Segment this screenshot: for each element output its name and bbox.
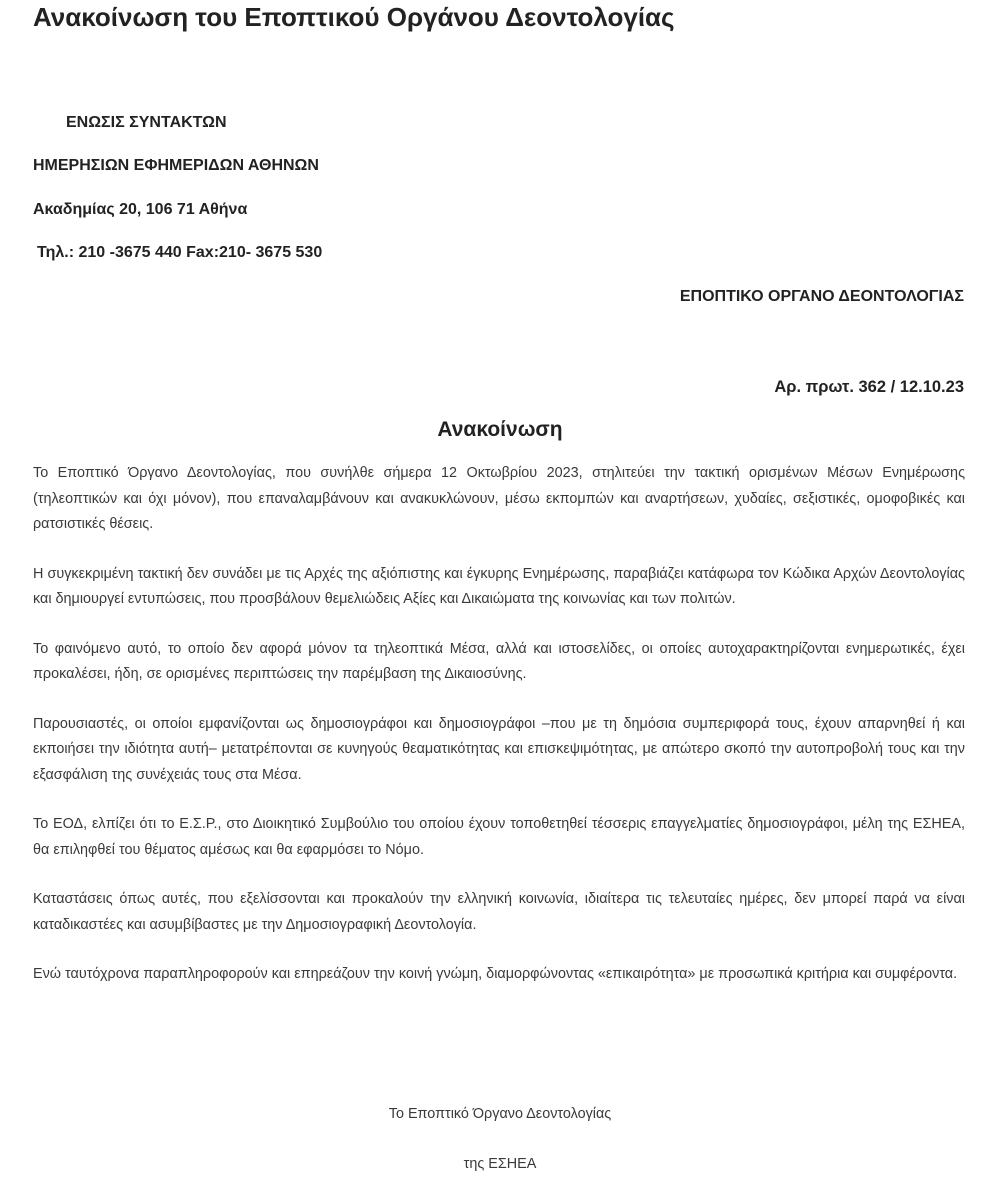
page-title: Ανακοίνωση του Εποπτικού Οργάνου Δεοντολογίας [33,2,675,32]
body-paragraph: Το ΕΟΔ, ελπίζει ότι το Ε.Σ.Ρ., στο Διοικητικό Συμβούλιο του οποίου έχουν τοποθετηθεί τέσσερις επαγγελματίες δημοσιογράφοι, μέλη της ΕΣΗΕΑ, θα επιληφθεί του θέματος αμέσως και θα εφαρμόσει το Νόμο. [33,816,965,858]
body-paragraph: Το Εποπτικό Όργανο Δεοντολογίας, που συνήλθε σήμερα 12 Οκτωβρίου 2023, στηλιτεύει την τακτική ορισμένων Μέσων Ενημέρωσης (τηλεοπτικών και όχι μόνον), που επαναλαμβάνουν και ανακυκλώνουν, μέσω εκπομπών και αναρτήσεων, χυδαίες, σεξιστικές, ομοφοβικές και ρατσιστικές θέσεις. [33,465,965,532]
body-paragraph: Η συγκεκριμένη τακτική δεν συνάδει με τις Αρχές της αξιόπιστης και έγκυρης Ενημέρωσης, παραβιάζει κατάφωρα τον Κώδικα Αρχών Δεοντολογίας και δημιουργεί εντυπώσεις, που προσβάλουν θεμελιώδεις Αξίες και Δικαιώματα της κοινωνίας και των πολιτών. [33,565,965,607]
announcement-body [33,461,965,1012]
body-paragraph: Το φαινόμενο αυτό, το οποίο δεν αφορά μόνον τα τηλεοπτικά Μέσα, αλλά και ιστοσελίδες, οι οποίες αυτοχαρακτηρίζονται ενημερωτικές, έχει προκαλέσει, ήδη, σε ορισμένες περιπτώσεις την παρέμβαση της Δικαιοσύνης. [33,640,965,682]
sender-union-subtitle: ΗΜΕΡΗΣΙΩΝ ΕΦΗΜΕΡΙΔΩΝ ΑΘΗΝΩΝ [33,157,319,174]
signature-line: Το Εποπτικό Όργανο Δεοντολογίας [388,1106,612,1122]
sender-contact: Τηλ.: 210 -3675 440 Fax:210- 3675 530 [37,244,323,261]
sender-union-name: ΕΝΩΣΙΣ ΣΥΝΤΑΚΤΩΝ [66,114,227,131]
signature-organization: της ΕΣΗΕΑ [463,1156,537,1172]
committee-name: ΕΠΟΠΤΙΚΟ ΟΡΓΑΝΟ ΔΕΟΝΤΟΛΟΓΙΑΣ [679,288,964,305]
body-paragraph: Καταστάσεις όπως αυτές, που εξελίσσονται και προκαλούν την ελληνική κοινωνία, ιδιαίτερα τις τελευταίες ημέρες, δεν μπορεί παρά να είναι καταδικαστέες και ασυμβίβαστες με την Δημοσιογραφική Δεοντολογία. [33,891,965,933]
body-paragraph: Παρουσιαστές, οι οποίοι εμφανίζονται ως δημοσιογράφοι και δημοσιογράφοι –που με τη δημόσια συμπεριφορά τους, έχουν απαρνηθεί ή και εκποιήσει την ιδιότητα αυτή– μετατρέπονται σε κυνηγούς θεαματικότητας και επισκεψιμότητας, με απώτερο σκοπό την αυτοπροβολή τους και την εξασφάλιση της συνέχειάς τους στα Μέσα. [33,715,965,783]
protocol-number: Αρ. πρωτ. 362 / 12.10.23 [774,378,964,396]
body-paragraph: Ενώ ταυτόχρονα παραπληροφορούν και επηρεάζουν την κοινή γνώμη, διαμορφώνοντας «επικαιρότητα» με προσωπικά κριτήρια και συμφέροντα. [33,966,958,982]
announcement-heading: Ανακοίνωση [437,418,563,441]
sender-address: Ακαδημίας 20, 106 71 Αθήνα [33,201,248,218]
